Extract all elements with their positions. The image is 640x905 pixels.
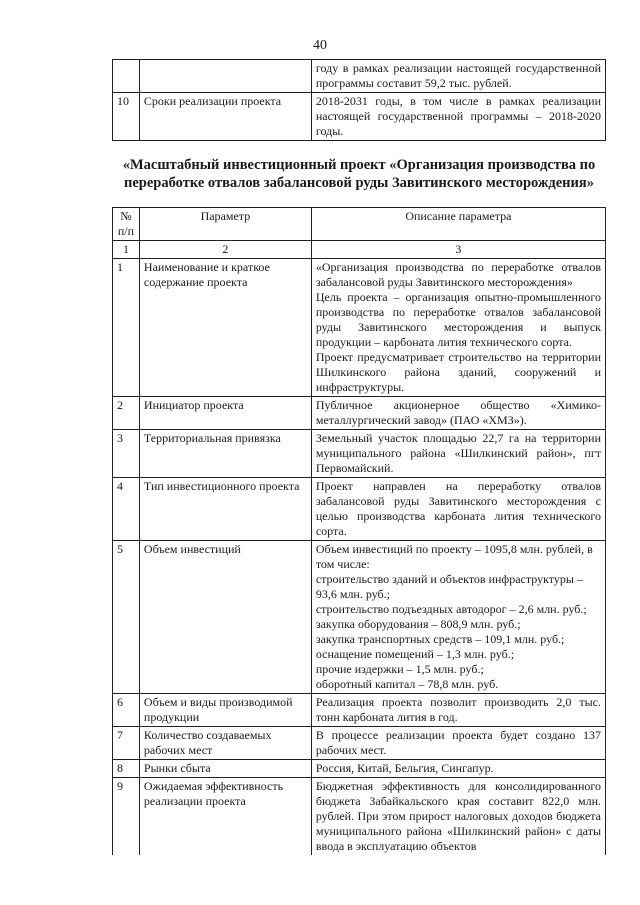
row-parameter: Сроки реализации проекта bbox=[139, 93, 311, 141]
investment-line: прочие издержки – 1,5 млн. руб.; bbox=[315, 662, 484, 676]
row-description: Реализация проекта позволит производить 2,0 тыс. тонн карбоната лития в год. bbox=[311, 694, 605, 727]
row-number: 8 bbox=[113, 760, 140, 778]
page-number: 40 bbox=[313, 38, 327, 53]
table-row bbox=[113, 760, 606, 778]
row-description: В процессе реализации проекта будет создано 137 рабочих мест. bbox=[311, 727, 605, 760]
investment-line: оборотный капитал – 78,8 млн. руб. bbox=[315, 677, 499, 691]
row-parameter: Количество создаваемых рабочих мест bbox=[139, 727, 311, 760]
row-description bbox=[311, 259, 605, 397]
header-parameter: Параметр bbox=[139, 208, 311, 241]
description-paragraph: Цель проекта – организация опытно-промышленного производства по переработке отвалов забалансовой руды Завитинского месторождения и выпуск продукции – карбоната лития технического сорта. bbox=[315, 290, 601, 349]
row-parameter: Объем инвестиций bbox=[139, 541, 311, 694]
header-number: № п/п bbox=[113, 208, 140, 241]
section-title: «Масштабный инвестиционный проект «Организация производства по переработке отвалов забалансовой руды Завитинского месторождения» bbox=[122, 157, 596, 191]
row-parameter: Объем и виды производимой продукции bbox=[139, 694, 311, 727]
row-parameter: Тип инвестиционного проекта bbox=[139, 478, 311, 541]
row-number: 1 bbox=[113, 259, 140, 397]
row-description: Земельный участок площадью 22,7 га на территории муниципального района «Шилкинский район», пгт Первомайский. bbox=[311, 430, 605, 478]
description-paragraph: «Организация производства по переработке отвалов забалансовой руды Завитинского месторождения» bbox=[315, 260, 601, 289]
investment-line: закупка транспортных средств – 109,1 млн. руб.; bbox=[315, 632, 565, 646]
table-row bbox=[113, 727, 606, 760]
project-table bbox=[112, 207, 606, 855]
row-description: Проект направлен на переработку отвалов забалансовой руды Завитинского месторождения с целью производства карбоната лития технического сорта. bbox=[311, 478, 605, 541]
row-number: 10 bbox=[113, 93, 140, 141]
row-parameter: Наименование и краткое содержание проекта bbox=[139, 259, 311, 397]
row-number: 6 bbox=[113, 694, 140, 727]
row-parameter: Территориальная привязка bbox=[139, 430, 311, 478]
investment-line: оснащение помещений – 1,3 млн. руб.; bbox=[315, 647, 515, 661]
row-number: 4 bbox=[113, 478, 140, 541]
row-number: 7 bbox=[113, 727, 140, 760]
table-row bbox=[113, 778, 606, 856]
row-description: Бюджетная эффективность для консолидированного бюджета Забайкальского края составит 822,0 млн. рублей. При этом прирост налоговых доходов бюджета муниципального района «Шилкинский район» с даты ввода в эксплуатацию объектов bbox=[311, 778, 605, 856]
column-number: 3 bbox=[311, 241, 605, 259]
continued-table bbox=[112, 59, 606, 141]
row-description: 2018-2031 годы, в том числе в рамках реализации настоящей государственной программы – 2018-2020 годы. bbox=[311, 93, 605, 141]
row-number: 2 bbox=[113, 397, 140, 430]
investment-line: закупка оборудования – 808,9 млн. руб.; bbox=[315, 617, 521, 631]
description-paragraph: Проект предусматривает строительство на территории Шилкинского района зданий, сооружений и инфраструктуры. bbox=[315, 350, 601, 394]
row-number: 9 bbox=[113, 778, 140, 856]
row-description: году в рамках реализации настоящей государственной программы составит 59,2 тыс. рублей. bbox=[311, 60, 605, 93]
row-parameter bbox=[139, 60, 311, 93]
row-description: Публичное акционерное общество «Химико-металлургический завод» (ПАО «ХМЗ»). bbox=[311, 397, 605, 430]
column-number: 1 bbox=[113, 241, 140, 259]
table-row bbox=[113, 60, 606, 93]
table-row bbox=[113, 430, 606, 478]
table-header-row bbox=[113, 208, 606, 241]
row-parameter: Инициатор проекта bbox=[139, 397, 311, 430]
row-parameter: Ожидаемая эффективность реализации проекта bbox=[139, 778, 311, 856]
row-number bbox=[113, 60, 140, 93]
row-description bbox=[311, 541, 605, 694]
row-description: Россия, Китай, Бельгия, Сингапур. bbox=[311, 760, 605, 778]
column-number-row bbox=[113, 241, 606, 259]
table-row bbox=[113, 478, 606, 541]
investment-line: Объем инвестиций по проекту – 1095,8 млн. рублей, в том числе: bbox=[315, 542, 593, 571]
row-parameter: Рынки сбыта bbox=[139, 760, 311, 778]
row-number: 5 bbox=[113, 541, 140, 694]
column-number: 2 bbox=[139, 241, 311, 259]
table-row bbox=[113, 93, 606, 141]
investment-line: строительство подъездных автодорог – 2,6 млн. руб.; bbox=[315, 602, 587, 616]
table-row bbox=[113, 541, 606, 694]
investment-line: строительство зданий и объектов инфраструктуры – 93,6 млн. руб.; bbox=[315, 572, 583, 601]
table-row bbox=[113, 259, 606, 397]
table-row bbox=[113, 694, 606, 727]
row-number: 3 bbox=[113, 430, 140, 478]
table-row bbox=[113, 397, 606, 430]
header-description: Описание параметра bbox=[311, 208, 605, 241]
